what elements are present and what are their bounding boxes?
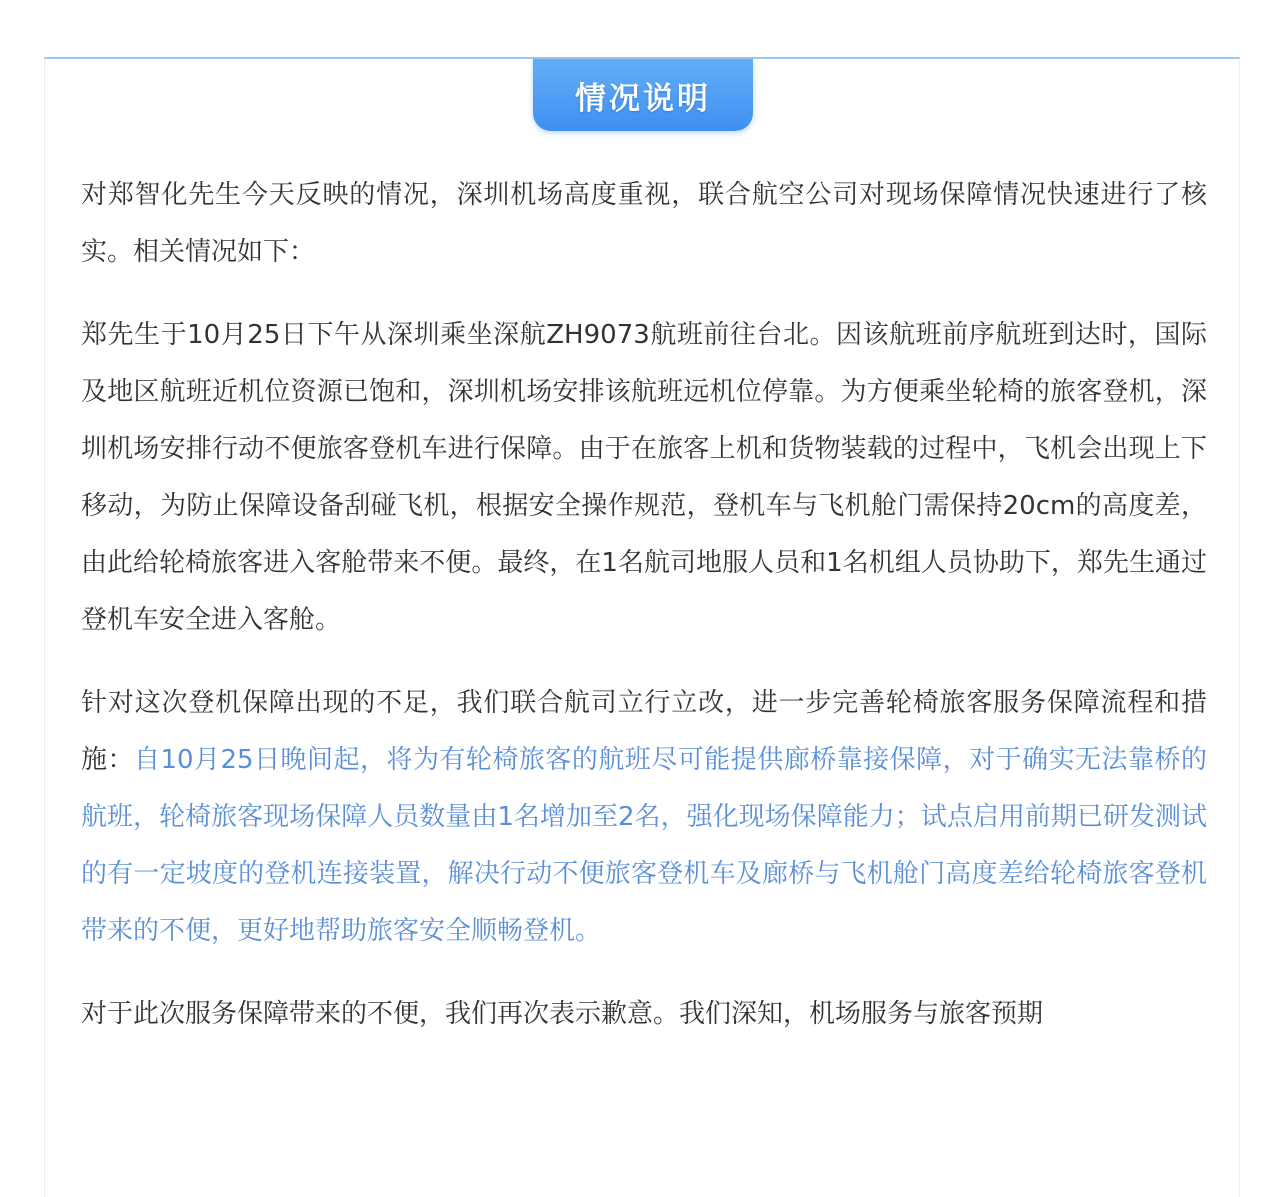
paragraph-2: 郑先生于10月25日下午从深圳乘坐深航ZH9073航班前往台北。因该航班前序航班到达时，国际及地区航班近机位资源已饱和，深圳机场安排该航班远机位停靠。为方便乘坐轮椅的旅客登机，深圳机场安排行动不便旅客登机车进行保障。由于在旅客上机和货物装载的过程中，飞机会出现上下移动，为防止保障设备刮碰飞机，根据安全操作规范，登机车与飞机舱门需保持20cm的高度差，由此给轮椅旅客进入客舱带来不便。最终，在1名航司地服人员和1名机组人员协助下，郑先生通过登机车安全进入客舱。: [81, 320, 1207, 635]
paragraph-1: 对郑智化先生今天反映的情况，深圳机场高度重视，联合航空公司对现场保障情况快速进行了核实。相关情况如下：: [81, 180, 1207, 267]
title-tab: [533, 59, 753, 131]
article-body: [81, 167, 1207, 1069]
paragraph-3: [81, 675, 1207, 960]
page-title: 情况说明: [575, 80, 711, 117]
paragraph-3-text: 针对这次登机保障出现的不足，我们联合航司立行立改，进一步完善轮椅旅客服务保障流程和措施：: [81, 688, 1207, 775]
paragraph-4: 对于此次服务保障带来的不便，我们再次表示歉意。我们深知，机场服务与旅客预期: [81, 999, 1044, 1029]
paragraph-3-highlight: 自10月25日晚间起，将为有轮椅旅客的航班尽可能提供廊桥靠接保障，对于确实无法靠桥的航班，轮椅旅客现场保障人员数量由1名增加至2名，强化现场保障能力；试点启用前期已研发测试的有一定坡度的登机连接装置，解决行动不便旅客登机车及廊桥与飞机舱门高度差给轮椅旅客登机带来的不便，更好地帮助旅客安全顺畅登机。: [81, 745, 1207, 946]
